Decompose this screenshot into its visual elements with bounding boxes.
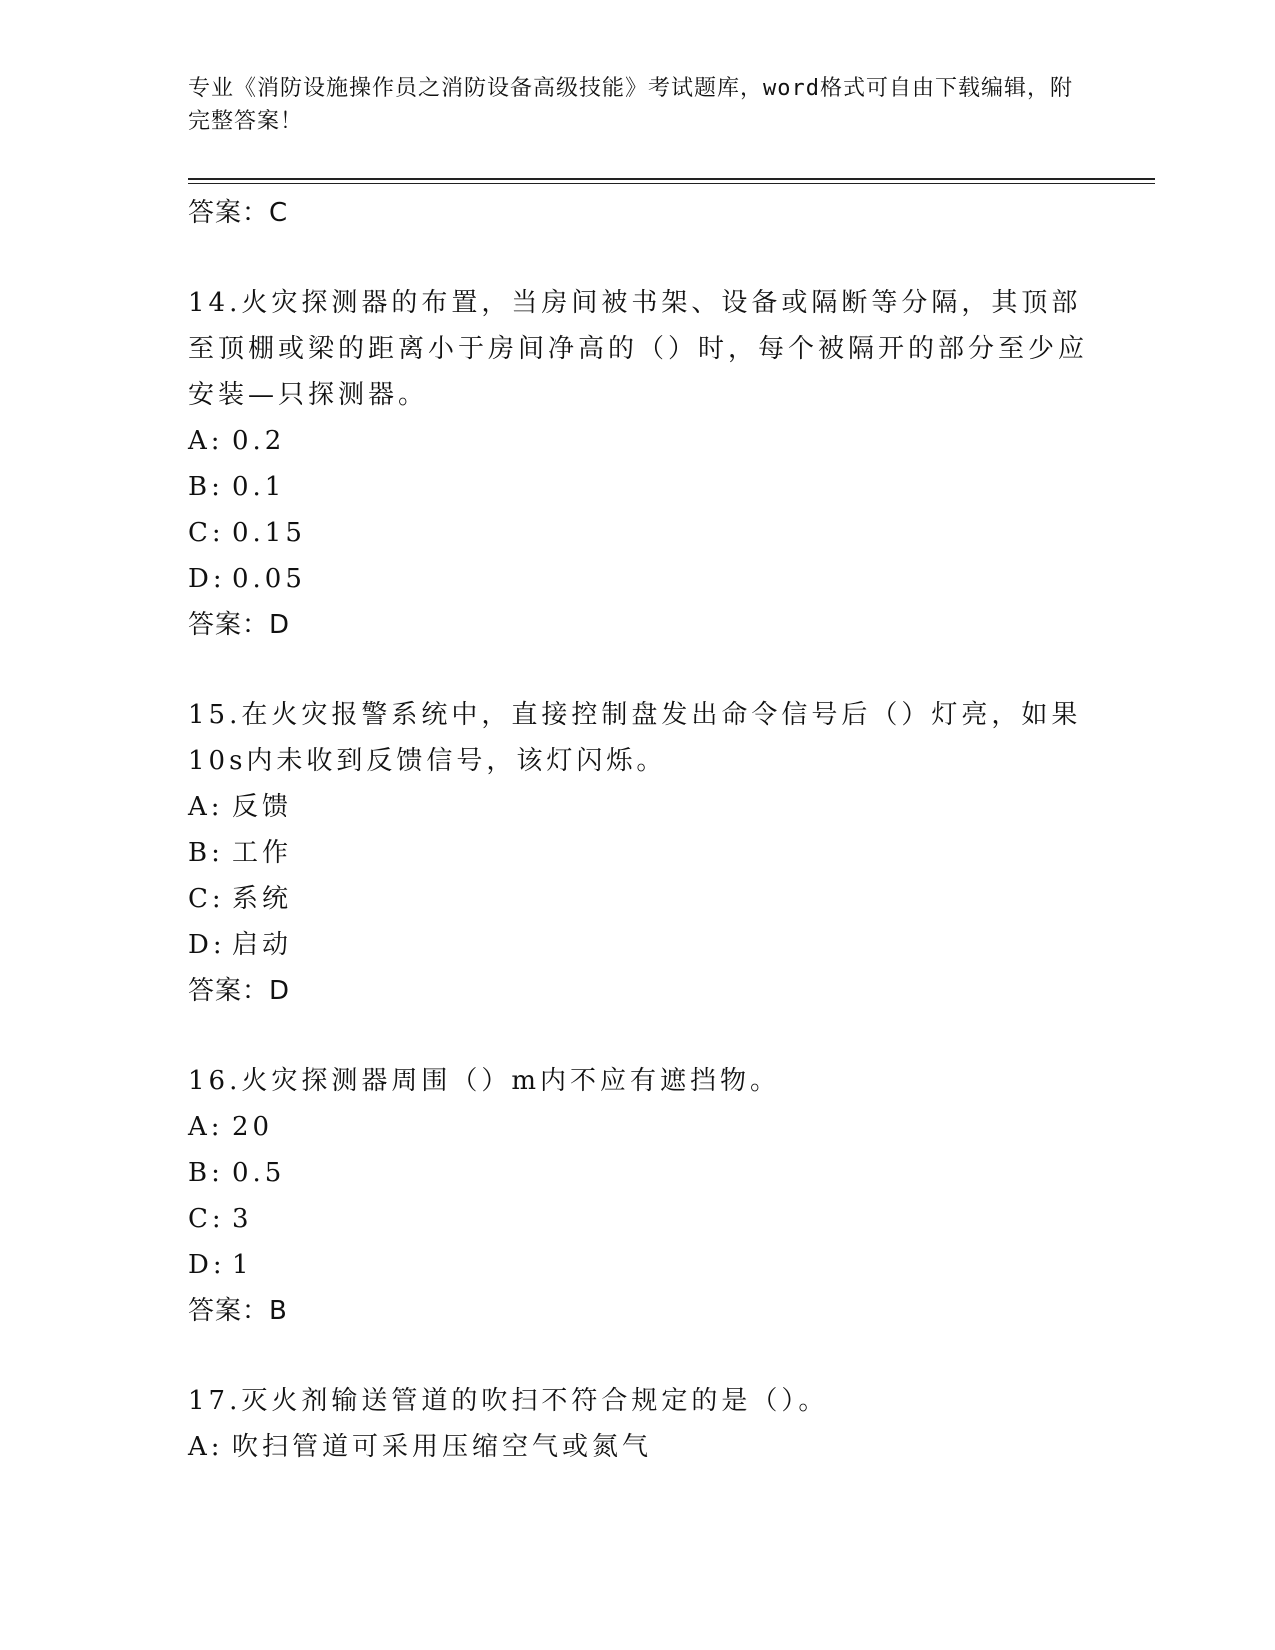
answer-line: 答案：B <box>188 1296 288 1326</box>
option-text: 0.05 <box>232 564 306 594</box>
option <box>188 876 1088 922</box>
option-text: 系统 <box>232 884 293 914</box>
question-text: 16.火灾探测器周围（）m内不应有遮挡物。 <box>188 1066 781 1096</box>
option-letter: C: <box>188 1204 225 1234</box>
option-letter: D: <box>188 1250 226 1280</box>
header-rule-thin <box>188 183 1155 184</box>
option-text: 吹扫管道可采用压缩空气或氮气 <box>232 1432 653 1462</box>
option-text: 工作 <box>232 838 293 868</box>
option-text: 0.5 <box>232 1158 286 1188</box>
header-rule-thick <box>188 178 1155 180</box>
option-text: 20 <box>232 1112 274 1142</box>
option <box>188 784 1088 830</box>
option <box>188 418 1088 464</box>
option-text: 3 <box>232 1204 253 1234</box>
option-letter: A: <box>188 426 224 456</box>
question-text: 14.火灾探测器的布置，当房间被书架、设备或隔断等分隔，其顶部至顶棚或梁的距离小于房间净高的（）时，每个被隔开的部分至少应安装—只探测器。 <box>188 288 1089 410</box>
option <box>188 1242 1088 1288</box>
option-text: 反馈 <box>232 792 293 822</box>
option-text: 1 <box>232 1250 253 1280</box>
option-letter: C: <box>188 884 225 914</box>
option-letter: A: <box>188 792 224 822</box>
option <box>188 922 1088 968</box>
option <box>188 1424 1088 1470</box>
question-list <box>188 190 1088 1470</box>
option <box>188 556 1088 602</box>
option <box>188 1196 1088 1242</box>
document-header: 专业《消防设施操作员之消防设备高级技能》考试题库，word格式可自由下载编辑，附完整答案！ <box>188 76 1073 134</box>
option-letter: A: <box>188 1432 224 1462</box>
option <box>188 510 1088 556</box>
option <box>188 464 1088 510</box>
answer-line: 答案：D <box>188 976 291 1006</box>
option-letter: B: <box>188 472 224 502</box>
option-text: 启动 <box>232 930 293 960</box>
option <box>188 1150 1088 1196</box>
answer-line: 答案：D <box>188 610 291 640</box>
option-text: 0.15 <box>232 518 306 548</box>
option-letter: D: <box>188 930 226 960</box>
option-letter: D: <box>188 564 226 594</box>
option-letter: C: <box>188 518 225 548</box>
question-text: 17.灭火剂输送管道的吹扫不符合规定的是（）。 <box>188 1386 829 1416</box>
option-letter: B: <box>188 838 224 868</box>
option <box>188 830 1088 876</box>
option-letter: A: <box>188 1112 224 1142</box>
option <box>188 1104 1088 1150</box>
option-letter: B: <box>188 1158 224 1188</box>
option-text: 0.2 <box>232 426 286 456</box>
question-text: 15.在火灾报警系统中，直接控制盘发出命令信号后（）灯亮，如果10s内未收到反馈信号，该灯闪烁。 <box>188 700 1082 776</box>
answer-line: 答案：C <box>188 198 289 228</box>
option-text: 0.1 <box>232 472 286 502</box>
